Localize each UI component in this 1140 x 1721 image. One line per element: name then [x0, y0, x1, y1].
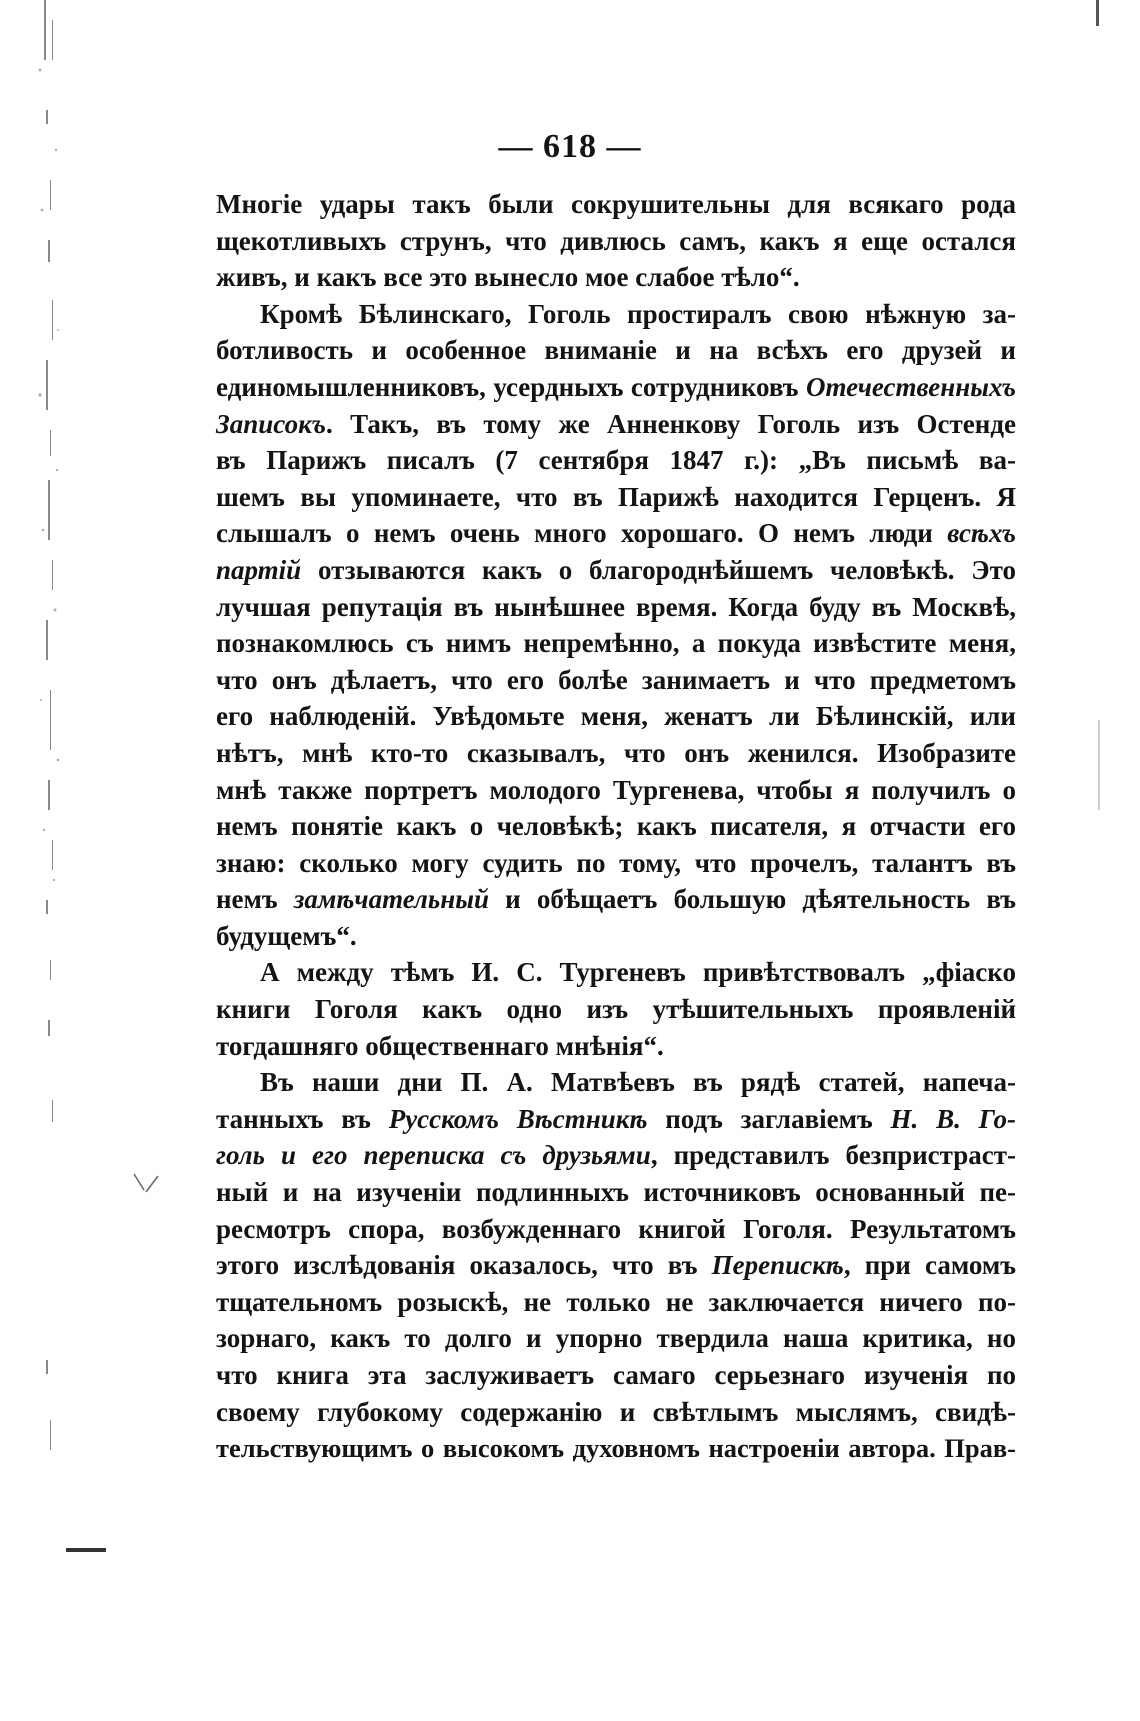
text-line: партій отзываются какъ о благороднѣйшемъ человѣкѣ. Это [216, 554, 1016, 585]
text-line: нѣтъ, мнѣ кто-то сказывалъ, что онъ женился. Изобразите [216, 737, 1016, 768]
text-line: его наблюденій. Увѣдомьте меня, женатъ ли Бѣлинскій, или [216, 701, 1016, 732]
text-line: своему глубокому содержанію и свѣтлымъ мыслямъ, свидѣ- [216, 1396, 1016, 1427]
scan-top-mark [1096, 0, 1099, 26]
text-line: лучшая репутація въ нынѣшнее время. Когда буду въ Москвѣ, [216, 591, 1016, 622]
text-line: познакомлюсь съ нимъ непремѣнно, а покуда извѣстите меня, [216, 628, 1016, 659]
text-line: зорнаго, какъ то долго и упорно твердила наша критика, но [216, 1323, 1016, 1354]
text-line: единомышленниковъ, усердныхъ сотрудниковъ Отечественныхъ [216, 371, 1016, 402]
text-line: голь и его переписка съ друзьями, представилъ безпристраст- [216, 1140, 1016, 1171]
scan-right-mark [1098, 720, 1100, 810]
body-text [216, 186, 1016, 1467]
text-line: будущемъ“. [216, 920, 357, 951]
text-line: Кромѣ Бѣлинскаго, Гоголь простиралъ свою нѣжную за- [260, 298, 1016, 329]
text-line: ресмотръ спора, возбужденнаго книгой Гоголя. Результатомъ [216, 1213, 1016, 1244]
text-line: этого изслѣдованія оказалось, что въ Перепискѣ, при самомъ [216, 1250, 1016, 1281]
text-line: знаю: сколько могу судить по тому, что прочелъ, талантъ въ [216, 847, 1016, 878]
text-line: слышалъ о немъ очень много хорошаго. О немъ люди всѣхъ [216, 518, 1016, 549]
text-line: танныхъ въ Русскомъ Вѣстникѣ подъ заглавіемъ Н. В. Го- [216, 1103, 1016, 1134]
text-line: Въ наши дни П. А. Матвѣевъ въ рядѣ статей, напеча- [260, 1067, 1016, 1098]
text-line: щекотливыхъ струнъ, что дивлюсь самъ, какъ я еще остался [216, 225, 1016, 256]
text-line: въ Парижъ писалъ (7 сентября 1847 г.): „Въ письмѣ ва- [216, 445, 1016, 476]
text-line: Многіе удары такъ были сокрушительны для всякаго рода [216, 189, 1016, 219]
text-line: живъ, и какъ все это вынесло мое слабое тѣло“. [216, 262, 800, 293]
scan-bottom-mark [66, 1548, 106, 1552]
text-line: тщательномъ розыскѣ, не только не заключается ничего по- [216, 1286, 1016, 1317]
text-line: немъ замѣчательный и обѣщаетъ большую дѣятельность въ [216, 884, 1016, 915]
text-line: мнѣ также портретъ молодого Тургенева, чтобы я получилъ о [216, 774, 1016, 805]
text-line: А между тѣмъ И. С. Тургеневъ привѣтствовалъ „фіаско [260, 957, 1016, 988]
text-line: ный и на изученіи подлинныхъ источниковъ основанный пе- [216, 1177, 1016, 1208]
text-line: тельствующимъ о высокомъ духовномъ настроеніи автора. Прав- [216, 1433, 1016, 1464]
text-line: тогдашняго общественнаго мнѣнія“. [216, 1030, 664, 1061]
text-line: немъ понятіе какъ о человѣкѣ; какъ писателя, я отчасти его [216, 811, 1016, 842]
text-line: шемъ вы упоминаете, что въ Парижѣ находится Герценъ. Я [216, 481, 1016, 512]
text-line: ботливость и особенное вниманіе и на всѣхъ его друзей и [216, 335, 1016, 366]
text-line: Записокъ. Такъ, въ тому же Анненкову Гоголь изъ Остенде [216, 408, 1016, 439]
scan-edge-noise [0, 0, 95, 1721]
text-line: что онъ дѣлаетъ, что его болѣе занимаетъ и что предметомъ [216, 664, 1016, 695]
text-line: что книга эта заслуживаетъ самаго серьезнаго изученія по [216, 1360, 1016, 1390]
page-number: — 618 — [498, 128, 642, 165]
text-line: книги Гоголя какъ одно изъ утѣшительныхъ проявленій [216, 994, 1016, 1025]
scan-stray-mark [132, 1172, 160, 1196]
